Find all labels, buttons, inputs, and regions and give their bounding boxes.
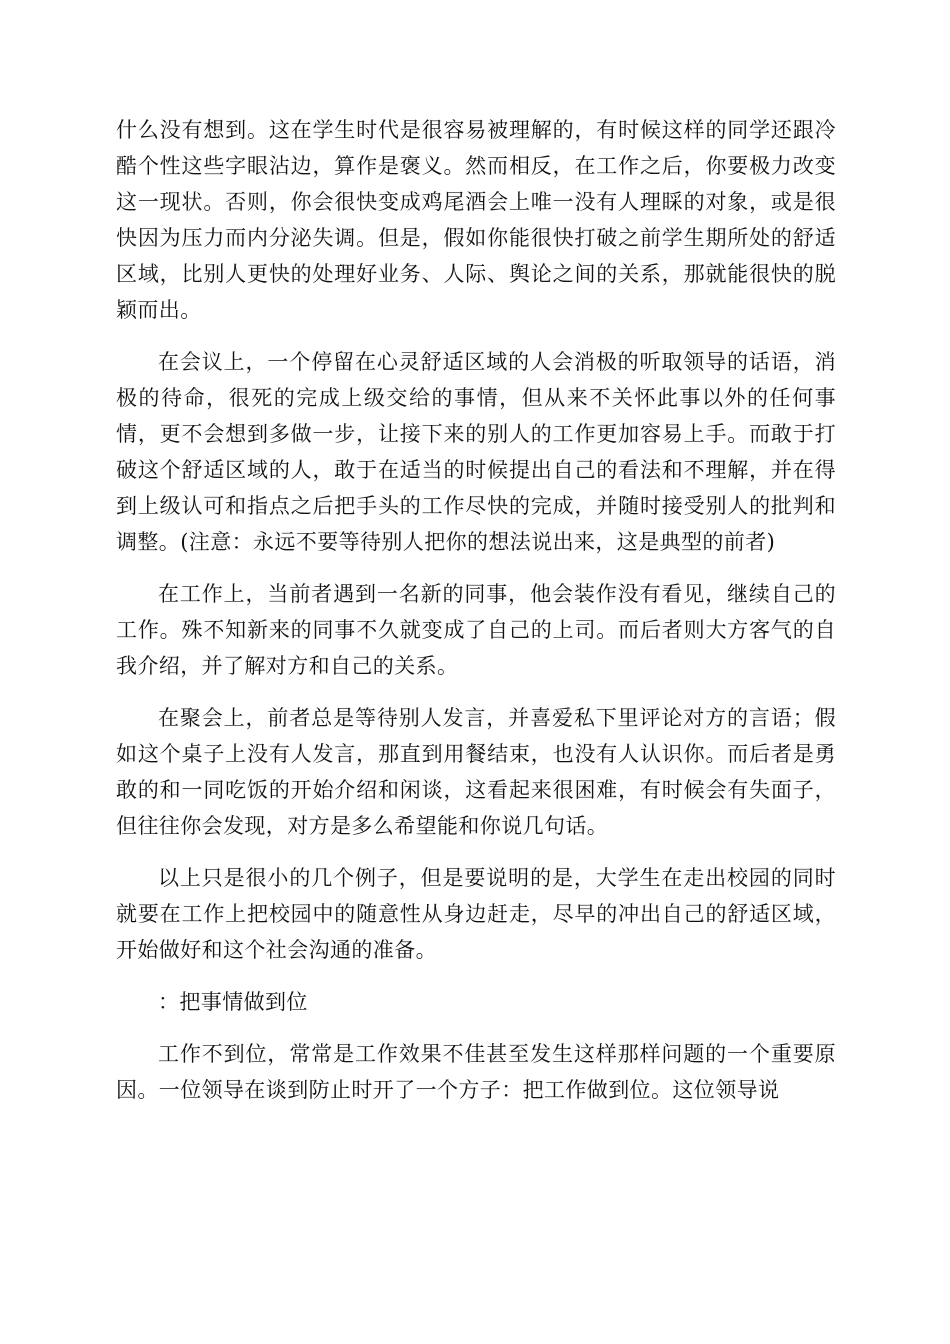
section-heading: ：把事情做到位 [158,990,308,1014]
paragraph-4: 在聚会上，前者总是等待别人发言，并喜爱私下里评论对方的言语；假如这个桌子上没有人发言，那直到用餐结束，也没有人认识你。而后者是勇敢的和一同吃饭的开始介绍和闲谈，这看起来很困难，有时候会有失面子，但往往你会发现，对方是多么希望能和你说几句话。 [116,706,836,838]
paragraph-1: 什么没有想到。这在学生时代是很容易被理解的，有时候这样的同学还跟冷酷个性这些字眼沾边，算作是褒义。然而相反，在工作之后，你要极力改变这一现状。否则，你会很快变成鸡尾酒会上唯一没有人理睬的对象，或是很快因为压力而内分泌失调。但是，假如你能很快打破之前学生期所处的舒适区域，比别人更快的处理好业务、人际、舆论之间的关系，那就能很快的脱颖而出。 [116,118,836,322]
paragraph-6: 工作不到位，常常是工作效果不佳甚至发生这样那样问题的一个重要原因。一位领导在谈到防止时开了一个方子：把工作做到位。这位领导说 [116,1042,836,1102]
paragraph-2: 在会议上，一个停留在心灵舒适区域的人会消极的听取领导的话语，消极的待命，很死的完成上级交给的事情，但从来不关怀此事以外的任何事情，更不会想到多做一步，让接下来的别人的工作更加容易上手。而敢于打破这个舒适区域的人，敢于在适当的时候提出自己的看法和不理解，并在得到上级认可和指点之后把手头的工作尽快的完成，并随时接受别人的批判和调整。(注意：永远不要等待别人把你的想法说出来，这是典型的前者) [116,350,836,554]
paragraph-5: 以上只是很小的几个例子，但是要说明的是，大学生在走出校园的同时就要在工作上把校园中的随意性从身边赶走，尽早的冲出自己的舒适区域，开始做好和这个社会沟通的准备。 [116,866,836,962]
document-body [116,112,836,1124]
paragraph-3: 在工作上，当前者遇到一名新的同事，他会装作没有看见，继续自己的工作。殊不知新来的同事不久就变成了自己的上司。而后者则大方客气的自我介绍，并了解对方和自己的关系。 [116,582,836,678]
